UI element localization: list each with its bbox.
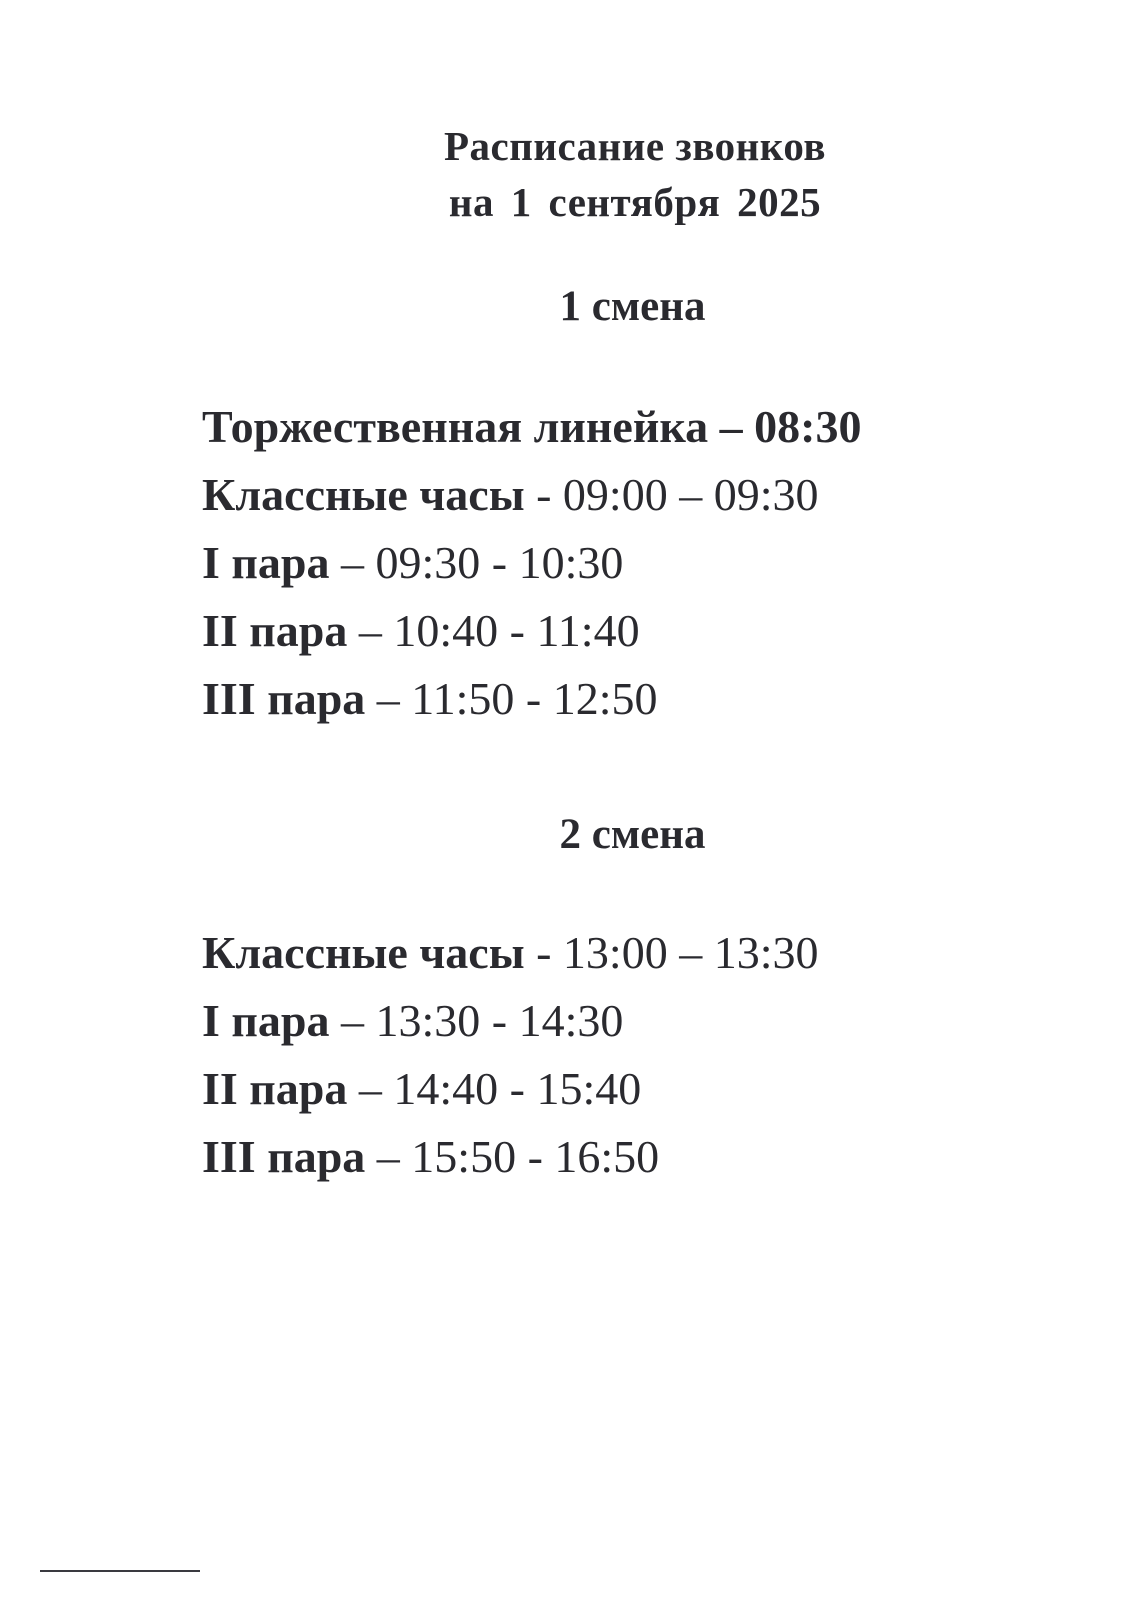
schedule-row — [202, 987, 1102, 1055]
schedule-row — [202, 665, 1102, 733]
schedule-row-time: – 10:40 - 11:40 — [347, 605, 640, 656]
schedule-row-time: - 13:00 – 13:30 — [536, 927, 819, 978]
schedule-row-label: Классные часы — [202, 469, 537, 520]
document-title: Расписание звонков — [443, 123, 827, 169]
schedule-row — [202, 1123, 1102, 1191]
schedule-row-label: Классные часы — [202, 927, 537, 978]
schedule-row-time: – 15:50 - 16:50 — [365, 1131, 660, 1182]
schedule-row-label: III пара — [202, 1131, 366, 1182]
schedule-row-label: I пара — [202, 537, 330, 588]
schedule-row — [202, 1055, 1102, 1123]
schedule-row-label: I пара — [202, 995, 330, 1046]
schedule-row — [202, 461, 1102, 529]
footer-rule — [40, 1570, 200, 1572]
document-subtitle: на 1 сентября 2025 — [448, 179, 822, 225]
shift-heading-2: 2 смена — [559, 811, 706, 858]
schedule-row-label: II пара — [202, 605, 348, 656]
schedule-row — [202, 529, 1102, 597]
schedule-row-time: – 14:40 - 15:40 — [347, 1063, 642, 1114]
schedule-row-label: III пара — [202, 673, 366, 724]
schedule-row-label: II пара — [202, 1063, 348, 1114]
schedule-row-time: – 11:50 - 12:50 — [365, 673, 658, 724]
schedule-row — [202, 597, 1102, 665]
schedule-row-label: Торжественная линейка — [202, 401, 709, 452]
schedule-row-time: - 09:00 – 09:30 — [536, 469, 819, 520]
schedule-row-time: – 08:30 — [708, 401, 862, 452]
schedule-list-shift-1 — [202, 393, 1102, 733]
schedule-row-time: – 13:30 - 14:30 — [329, 995, 624, 1046]
shift-heading-1: 1 смена — [559, 283, 706, 330]
schedule-list-shift-2 — [202, 919, 1102, 1191]
schedule-row — [202, 919, 1102, 987]
schedule-row — [202, 393, 1102, 461]
schedule-row-time: – 09:30 - 10:30 — [329, 537, 624, 588]
